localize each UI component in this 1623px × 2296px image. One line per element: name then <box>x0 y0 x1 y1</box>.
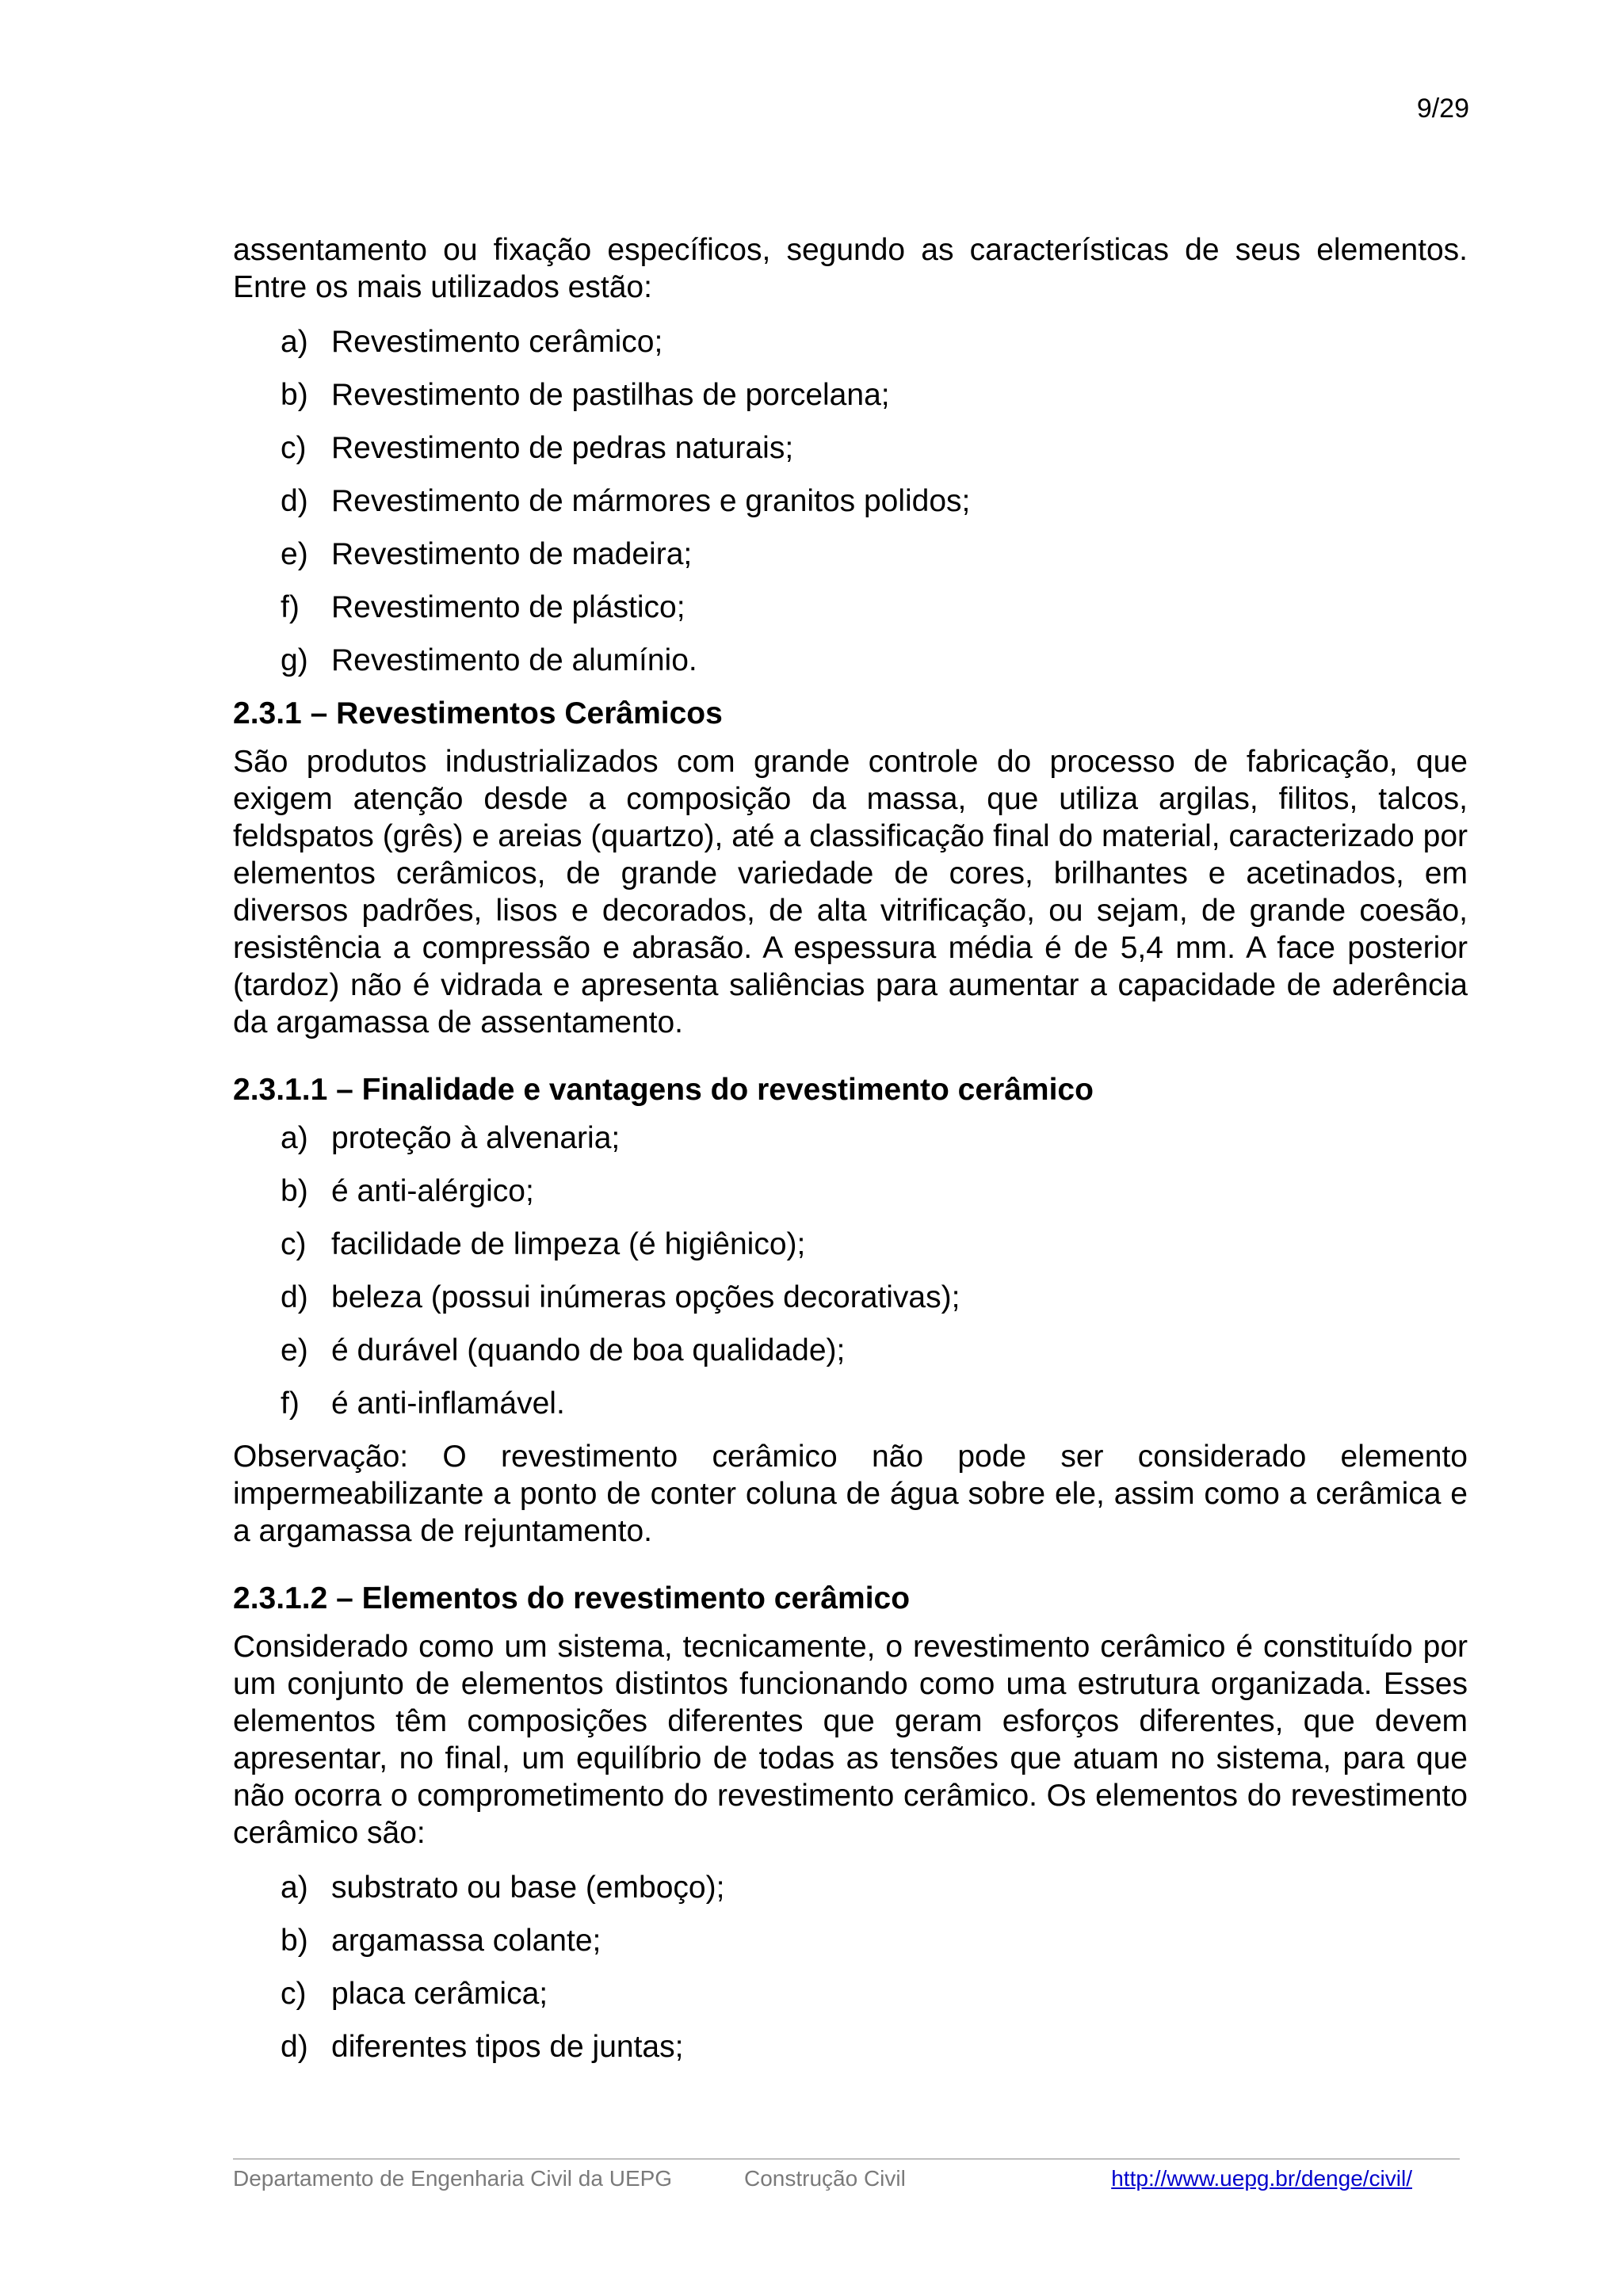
footer-url-link[interactable]: http://www.uepg.br/denge/civil/ <box>1111 2166 1412 2191</box>
list-item <box>281 1385 1468 1422</box>
list-item-text: proteção à alvenaria; <box>331 1121 621 1155</box>
elements-list <box>233 1869 1468 2065</box>
list-marker: a) <box>281 325 308 359</box>
list-item <box>281 1869 1468 1906</box>
list-marker: b) <box>281 378 308 412</box>
list-item-text: Revestimento de pedras naturais; <box>331 431 794 465</box>
list-item-text: substrato ou base (emboço); <box>331 1871 725 1905</box>
page-number: 9/29 <box>1416 93 1469 124</box>
list-item <box>281 1226 1468 1263</box>
list-marker: d) <box>281 1280 308 1314</box>
list-marker: b) <box>281 1174 308 1208</box>
list-item <box>281 1279 1468 1316</box>
list-item <box>281 376 1468 414</box>
list-item <box>281 536 1468 573</box>
list-item-text: Revestimento de madeira; <box>331 537 693 571</box>
list-item <box>281 1975 1468 2012</box>
footer-course: Construção Civil <box>744 2166 906 2191</box>
footer-department: Departamento de Engenharia Civil da UEPG <box>233 2166 673 2191</box>
coverings-list <box>233 323 1468 679</box>
page-footer <box>233 2166 1460 2198</box>
advantages-list <box>233 1119 1468 1422</box>
list-item-text: é anti-inflamável. <box>331 1386 565 1421</box>
list-item <box>281 642 1468 679</box>
observation-paragraph: Observação: O revestimento cerâmico não pode ser considerado elemento impermeabilizante a ponto de conter coluna de água sobre ele, assim como a cerâmica e a argamassa de rejuntamento. <box>233 1440 1468 1548</box>
list-marker: c) <box>281 1977 307 2011</box>
section-2-3-1-2-paragraph: Considerado como um sistema, tecnicamente, o revestimento cerâmico é constituído por um conjunto de elementos distintos funcionando como uma estrutura organizada. Esses elementos têm composições diferentes que geram esforços diferentes, que devem apresentar, no final, um equilíbrio de todas as tensões que atuam no sistema, para que não ocorra o comprometimento do revestimento cerâmico. Os elementos do revestimento cerâmico são: <box>233 1630 1468 1850</box>
list-item <box>281 1173 1468 1210</box>
list-item <box>281 2028 1468 2065</box>
list-marker: d) <box>281 2030 308 2064</box>
list-item-text: Revestimento de mármores e granitos polidos; <box>331 484 971 518</box>
list-item-text: Revestimento cerâmico; <box>331 325 663 359</box>
list-marker: g) <box>281 643 308 677</box>
list-marker: f) <box>281 1386 300 1421</box>
list-item-text: Revestimento de plástico; <box>331 590 685 624</box>
list-item-text: é anti-alérgico; <box>331 1174 534 1208</box>
list-marker: c) <box>281 1227 307 1261</box>
list-marker: e) <box>281 1333 308 1367</box>
list-marker: e) <box>281 537 308 571</box>
document-body <box>233 231 1468 2081</box>
list-item <box>281 1332 1468 1369</box>
list-item-text: diferentes tipos de juntas; <box>331 2030 684 2064</box>
list-item <box>281 429 1468 467</box>
list-marker: a) <box>281 1121 308 1155</box>
list-marker: c) <box>281 431 307 465</box>
list-marker: b) <box>281 1924 308 1958</box>
section-heading-2-3-1-2: 2.3.1.2 – Elementos do revestimento cerâmico <box>233 1581 911 1615</box>
list-item <box>281 482 1468 520</box>
list-item-text: é durável (quando de boa qualidade); <box>331 1333 846 1367</box>
section-heading-2-3-1: 2.3.1 – Revestimentos Cerâmicos <box>233 696 723 730</box>
list-item-text: placa cerâmica; <box>331 1977 548 2011</box>
list-item-text: beleza (possui inúmeras opções decorativas); <box>331 1280 960 1314</box>
footer-divider <box>233 2158 1460 2160</box>
list-item-text: Revestimento de alumínio. <box>331 643 697 677</box>
list-item <box>281 1119 1468 1157</box>
list-marker: a) <box>281 1871 308 1905</box>
section-heading-2-3-1-1: 2.3.1.1 – Finalidade e vantagens do revestimento cerâmico <box>233 1073 1094 1107</box>
list-item <box>281 323 1468 360</box>
list-item-text: argamassa colante; <box>331 1924 601 1958</box>
intro-paragraph: assentamento ou fixação específicos, segundo as características de seus elementos. Entre os mais utilizados estão: <box>233 233 1468 304</box>
list-marker: f) <box>281 590 300 624</box>
section-2-3-1-paragraph: São produtos industrializados com grande controle do processo de fabricação, que exigem atenção desde a composição da massa, que utiliza argilas, filitos, talcos, feldspatos (grês) e areias (quartzo), até a classificação final do material, caracterizado por elementos cerâmicos, de grande variedade de cores, brilhantes e acetinados, em diversos padrões, lisos e decorados, de alta vitrificação, ou sejam, de grande coesão, resistência a compressão e abrasão. A espessura média é de 5,4 mm. A face posterior (tardoz) não é vidrada e apresenta saliências para aumentar a capacidade de aderência da argamassa de assentamento. <box>233 745 1468 1039</box>
list-item-text: Revestimento de pastilhas de porcelana; <box>331 378 890 412</box>
list-marker: d) <box>281 484 308 518</box>
list-item <box>281 589 1468 626</box>
list-item <box>281 1922 1468 1959</box>
list-item-text: facilidade de limpeza (é higiênico); <box>331 1227 806 1261</box>
